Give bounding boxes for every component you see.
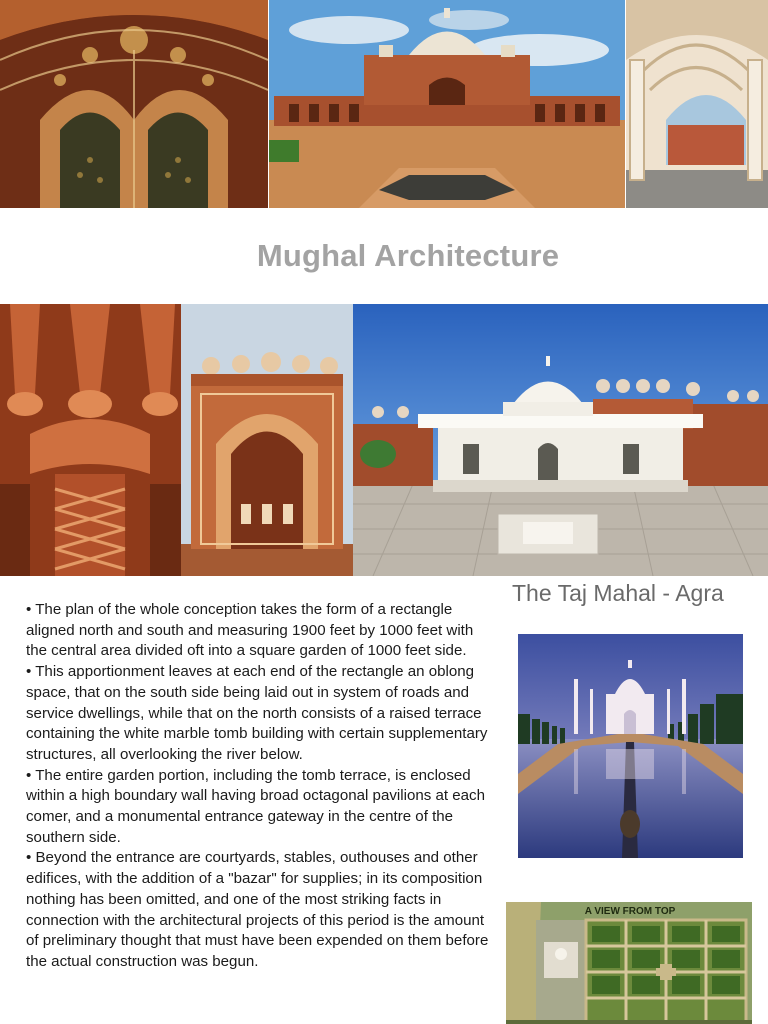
photo-buland-darwaza	[181, 304, 353, 576]
photo-taj-mahal	[518, 634, 743, 858]
page-title: Mughal Architecture	[256, 238, 560, 273]
photo-marble-tomb-courtyard	[353, 304, 768, 576]
photo-arched-colonnade	[626, 0, 768, 208]
photo-aerial-view-map	[506, 902, 752, 1024]
photo-carved-pillar	[0, 304, 181, 576]
paragraph-garden-wall: • The entire garden portion, including the tomb terrace, is enclosed within a high boundary wall having broad octagonal pavilions at each comer, and a monumental entrance gateway in the centre of the southern side.	[26, 766, 485, 846]
paragraph-entrance: • Beyond the entrance are courtyards, stables, outhouses and other edifices, with the addition of a "bazar" for supplies; in its composition nothing has been omitted, and one of the most striking facts in connection with the architectural projects of this period is the amount of preliminary thought that must have been expended on them before the actual construction was begun.	[26, 849, 489, 970]
photo-carved-ceiling	[0, 0, 268, 208]
taj-caption: The Taj Mahal - Agra	[512, 580, 724, 606]
body-text	[26, 600, 496, 973]
map-label: A VIEW FROM TOP	[584, 906, 676, 917]
photo-humayuns-tomb	[269, 0, 625, 208]
paragraph-apportionment: • This apportionment leaves at each end of the rectangle an oblong space, that on the south side being laid out in system of roads and service dwellings, while that on the north consists of a raised terrace containing the white marble tomb building with certain supplementary structures, all overlooking the river below.	[26, 663, 488, 763]
paragraph-plan: • The plan of the whole conception takes the form of a rectangle aligned north and south and measuring 1900 feet by 1000 feet with the central area divided oft into a square garden of 1000 feet side.	[26, 601, 474, 660]
